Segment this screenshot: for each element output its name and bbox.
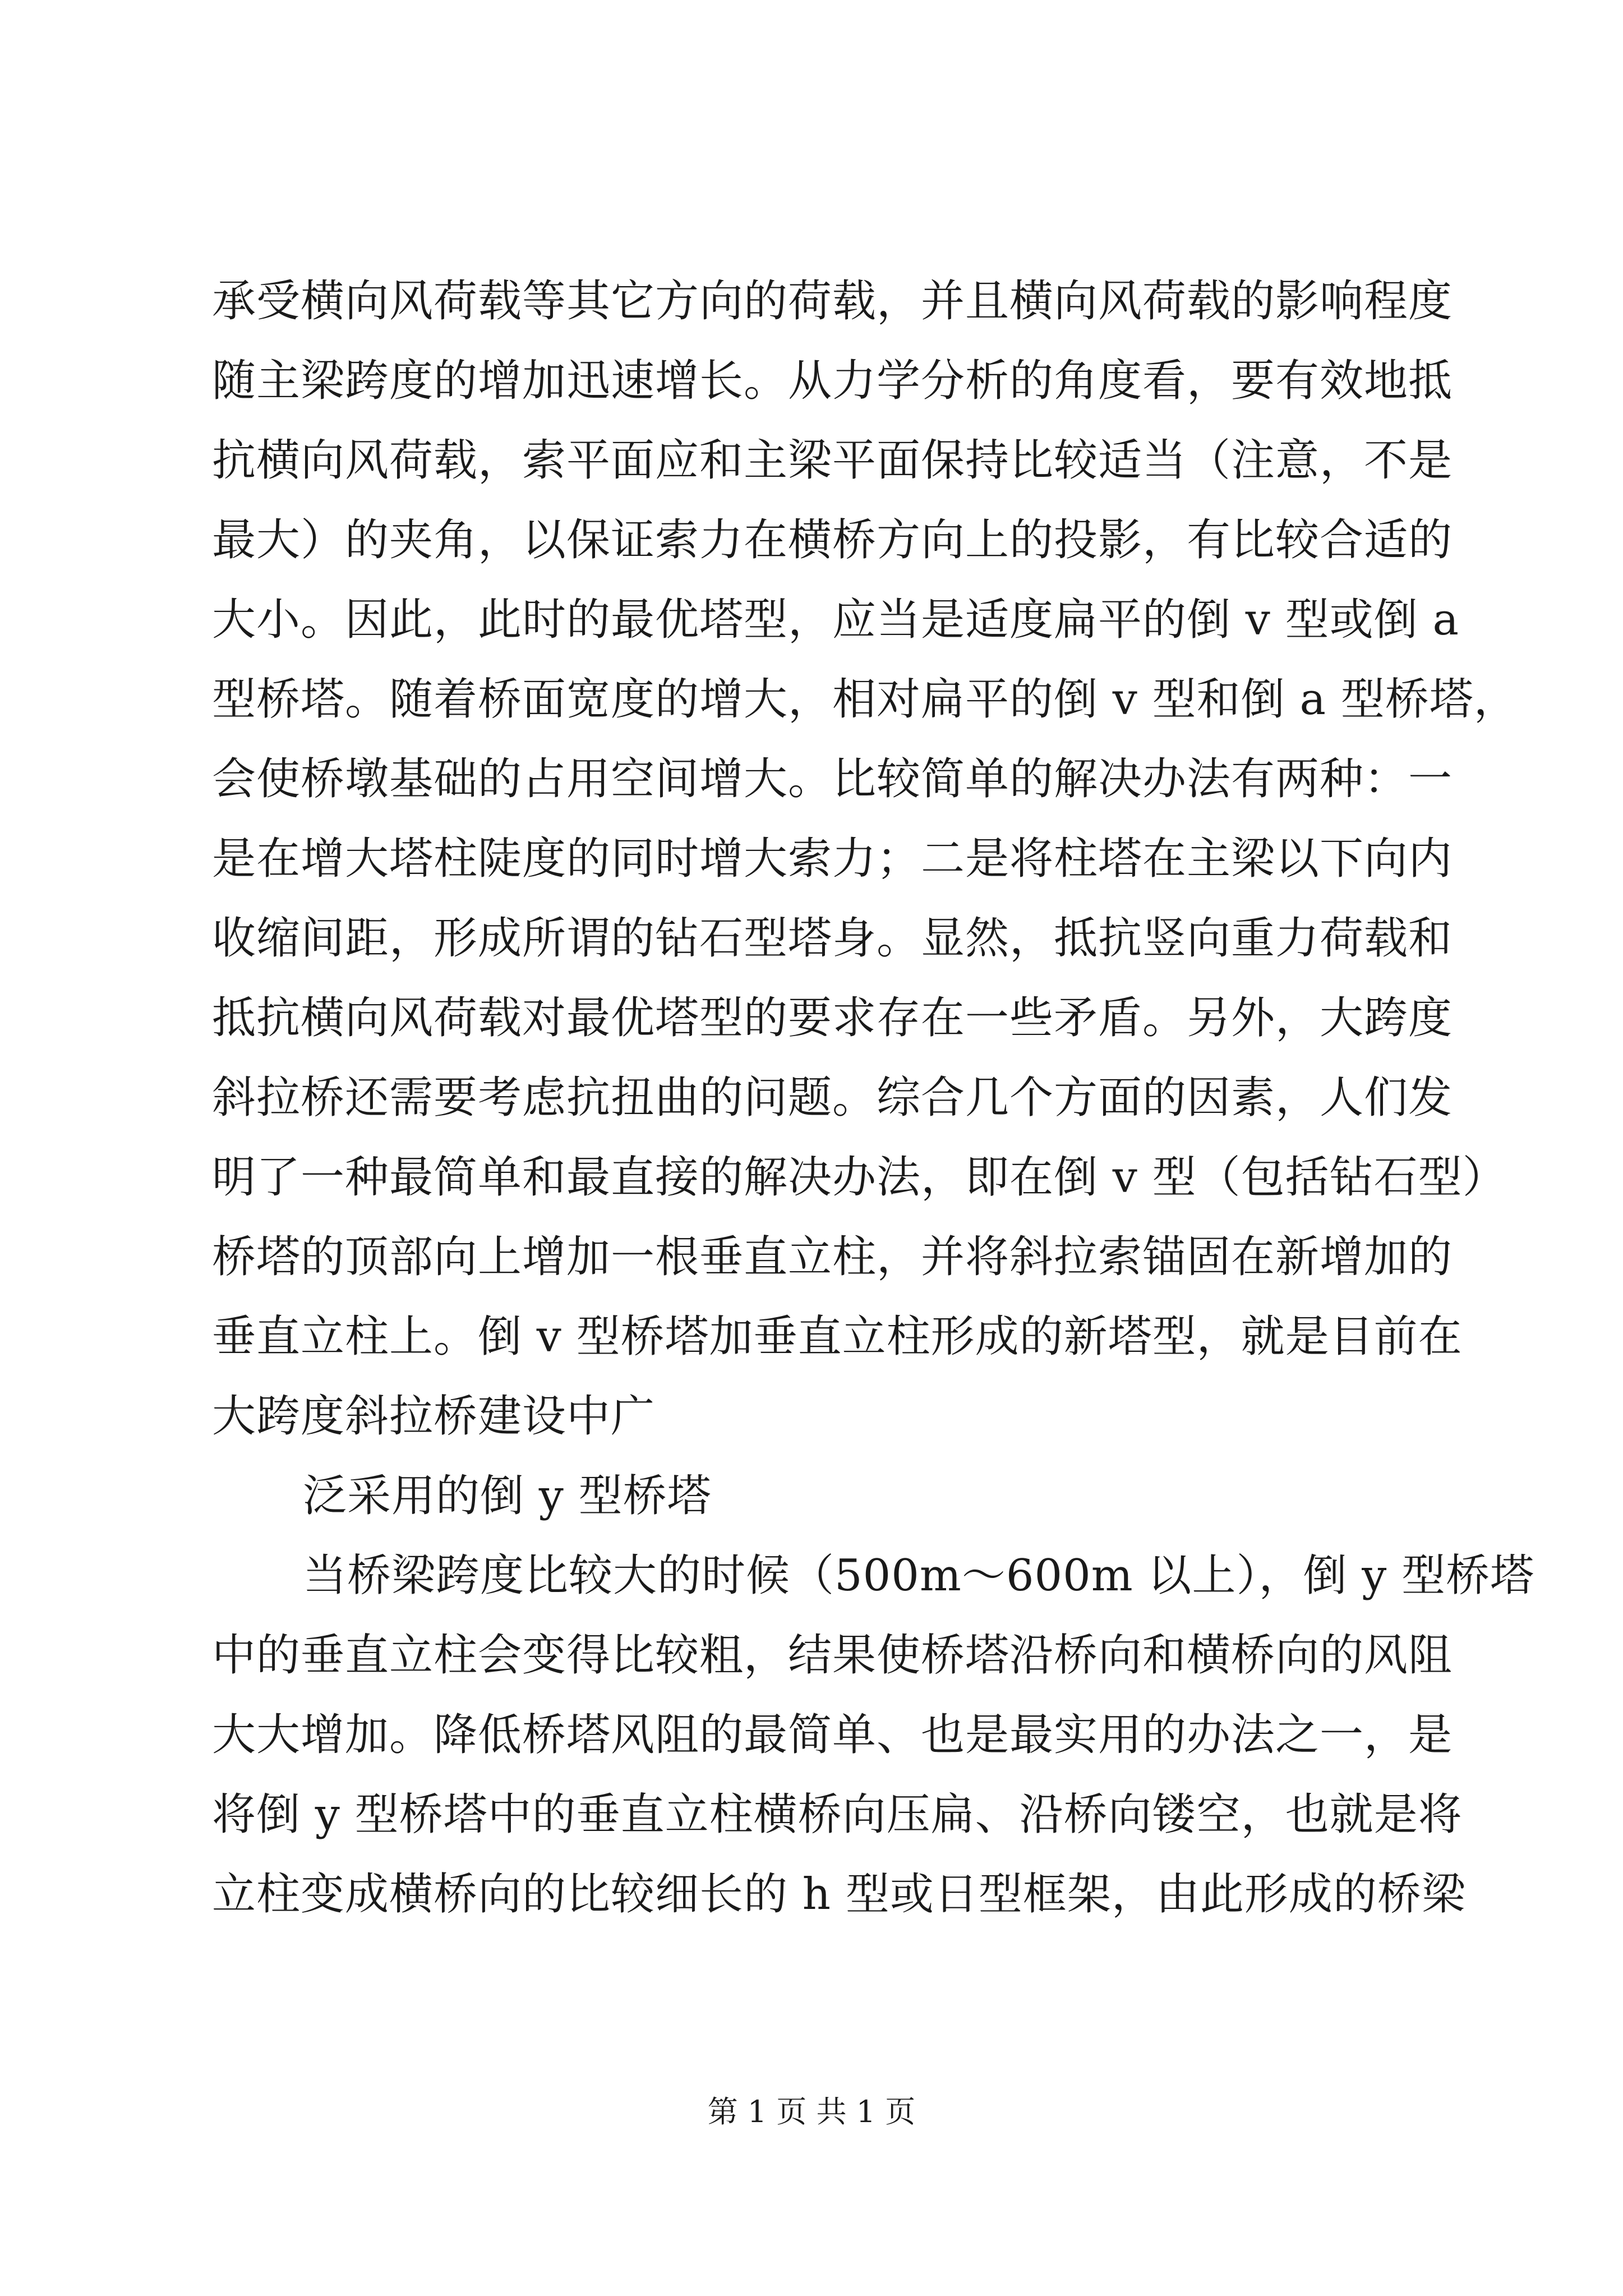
text-line: 随主梁跨度的增加迅速增长。从力学分析的角度看，要有效地抵 [212,356,1453,406]
text-line: 型桥塔。随着桥面宽度的增大，相对扁平的倒 v 型和倒 a 型桥塔， [212,674,1518,725]
text-line: 抵抗横向风荷载对最优塔型的要求存在一些矛盾。另外，大跨度 [212,993,1453,1043]
text-line: 是在增大塔柱陡度的同时增大索力；二是将柱塔在主梁以下向内 [212,834,1453,884]
text-line: 大小。因此，此时的最优塔型，应当是适度扁平的倒 v 型或倒 a [212,595,1459,645]
text-line: 斜拉桥还需要考虑抗扭曲的问题。综合几个方面的因素，人们发 [212,1073,1453,1123]
text-line: 抗横向风荷载，索平面应和主梁平面保持比较适当（注意，不是 [212,435,1453,486]
heading-line: 泛采用的倒 y 型桥塔 [303,1471,712,1521]
text-line: 立柱变成横桥向的比较细长的 h 型或日型框架，由此形成的桥梁 [212,1869,1466,1920]
text-line: 当桥梁跨度比较大的时候（500m～600m 以上），倒 y 型桥塔 [303,1550,1535,1601]
text-line: 将倒 y 型桥塔中的垂直立柱横桥向压扁、沿桥向镂空，也就是将 [212,1789,1463,1840]
text-line: 收缩间距，形成所谓的钻石型塔身。显然，抵抗竖向重力荷载和 [212,913,1453,964]
text-line: 会使桥墩基础的占用空间增大。比较简单的解决办法有两种：一 [212,754,1453,804]
text-line: 最大）的夹角，以保证索力在横桥方向上的投影，有比较合适的 [212,515,1453,565]
text-line: 大跨度斜拉桥建设中广 [212,1391,656,1442]
text-line: 承受横向风荷载等其它方向的荷载，并且横向风荷载的影响程度 [212,276,1453,326]
text-line: 大大增加。降低桥塔风阻的最简单、也是最实用的办法之一，是 [212,1710,1453,1760]
page-number-footer: 第 1 页 共 1 页 [707,2094,916,2129]
text-line: 垂直立柱上。倒 v 型桥塔加垂直立柱形成的新塔型，就是目前在 [212,1312,1463,1362]
text-line: 桥塔的顶部向上增加一根垂直立柱，并将斜拉索锚固在新增加的 [212,1232,1453,1282]
text-line: 中的垂直立柱会变得比较粗，结果使桥塔沿桥向和横桥向的风阻 [212,1630,1453,1681]
text-line: 明了一种最简单和最直接的解决办法，即在倒 v 型（包括钻石型） [212,1152,1507,1203]
